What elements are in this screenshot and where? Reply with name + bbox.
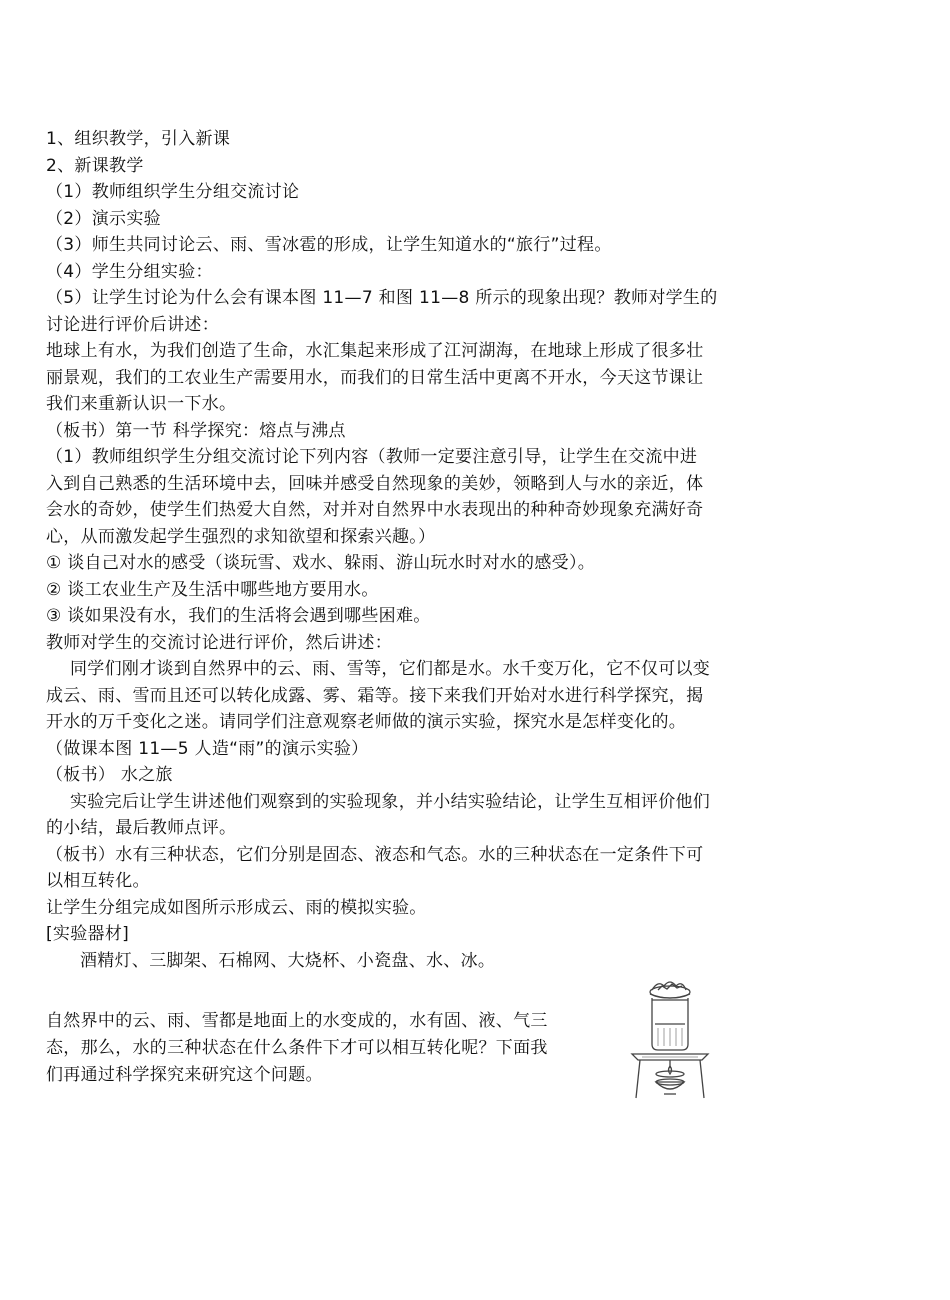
- text-line: 同学们刚才谈到自然界中的云、雨、雪等，它们都是水。水千变万化，它不仅可以变: [70, 659, 711, 679]
- text-line: 们再通过科学探究来研究这个问题。: [46, 1065, 323, 1085]
- text-line: ③ 谈如果没有水，我们的生活将会遇到哪些困难。: [46, 606, 431, 626]
- text-line: 讨论进行评价后讲述：: [46, 314, 219, 335]
- text-line: （1）教师组织学生分组交流讨论下列内容（教师一定要注意引导，让学生在交流中进: [46, 447, 698, 467]
- text-line: 我们来重新认识一下水。: [46, 394, 237, 414]
- text-line: （做课本图 11—5 人造“雨”的演示实验）: [46, 738, 369, 759]
- text-line: 的小结，最后教师点评。: [46, 818, 237, 838]
- text-line: 1、组织教学，引入新课: [46, 129, 231, 149]
- text-line: （1）教师组织学生分组交流讨论: [46, 182, 300, 202]
- text-line: （2）演示实验: [46, 208, 161, 229]
- text-line: ① 谈自己对水的感受（谈玩雪、戏水、躲雨、游山玩水时对水的感受）。: [46, 553, 596, 573]
- text-line: 2、新课教学: [46, 155, 144, 176]
- text-line: （板书）水有三种状态，它们分别是固态、液态和气态。水的三种状态在一定条件下可: [46, 844, 704, 865]
- text-line: 成云、雨、雪而且还可以转化成露、雾、霜等。接下来我们开始对水进行科学探究，揭: [46, 685, 704, 706]
- text-line: 酒精灯、三脚架、石棉网、大烧杯、小瓷盘、水、冰。: [80, 950, 496, 971]
- text-line: 教师对学生的交流讨论进行评价，然后讲述：: [46, 632, 392, 653]
- text-line: 自然界中的云、雨、雪都是地面上的水变成的，水有固、液、气三: [46, 1011, 548, 1031]
- text-line: （5）让学生讨论为什么会有课本图 11—7 和图 11—8 所示的现象出现？教师对学生的: [46, 288, 718, 308]
- text-line: （板书） 水之旅: [46, 765, 173, 785]
- text-line: 会水的奇妙，使学生们热爱大自然，对并对自然界中水表现出的种种奇妙现象充满好奇: [46, 500, 704, 520]
- text-line: （板书）第一节 科学探究：熔点与沸点: [46, 420, 346, 441]
- text-line: （4）学生分组实验：: [46, 261, 213, 282]
- text-line: [实验器材]: [46, 924, 130, 944]
- text-line: 态，那么，水的三种状态在什么条件下才可以相互转化呢？下面我: [46, 1038, 548, 1058]
- text-line: 以相互转化。: [46, 871, 150, 891]
- text-line: 地球上有水，为我们创造了生命，水汇集起来形成了江河湖海，在地球上形成了很多壮: [46, 341, 704, 361]
- text-line: （3）师生共同讨论云、雨、雪冰雹的形成，让学生知道水的“旅行”过程。: [46, 235, 612, 255]
- text-line: 实验完后让学生讲述他们观察到的实验现象，并小结实验结论，让学生互相评价他们: [70, 791, 711, 812]
- text-line: ② 谈工农业生产及生活中哪些地方要用水。: [46, 579, 379, 600]
- closing-paragraph: [46, 1008, 606, 1089]
- cloud-rain-apparatus-illustration: [622, 978, 718, 1106]
- text-line: 丽景观，我们的工农业生产需要用水，而我们的日常生活中更离不开水，今天这节课让: [46, 367, 704, 388]
- text-line: 让学生分组完成如图所示形成云、雨的模拟实验。: [46, 897, 427, 918]
- text-line: 入到自己熟悉的生活环境中去，回味并感受自然现象的美妙，领略到人与水的亲近，体: [46, 473, 704, 494]
- text-line: 心，从而激发起学生强烈的求知欲望和探索兴趣。）: [46, 526, 436, 547]
- text-line: 开水的万千变化之迷。请同学们注意观察老师做的演示实验，探究水是怎样变化的。: [46, 712, 687, 732]
- lesson-plan-body: [46, 126, 766, 974]
